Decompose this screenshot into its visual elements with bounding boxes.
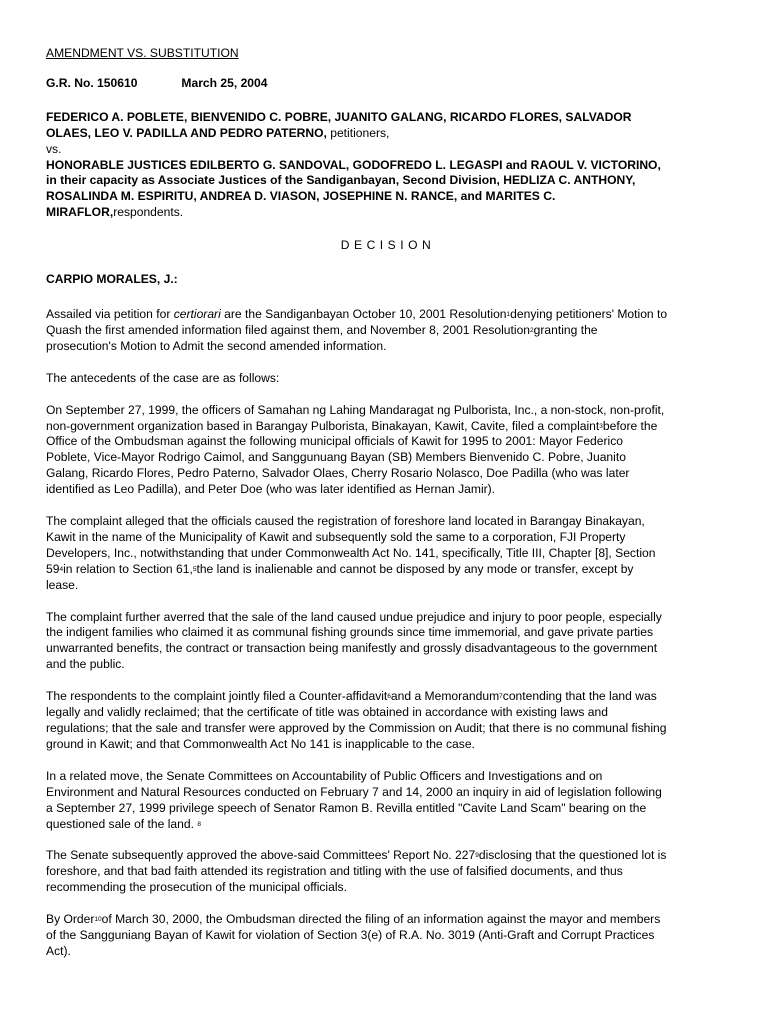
paragraph-5: The complaint further averred that the sale of the land caused undue prejudice and injury to poor people, especially the indigent families who claimed it as communal fishing grounds since time immemorial, and gave private parties unwarranted benefits, the contract or transaction being manifestly and grossly disadvantageous to the government and the public. [46,609,662,672]
document-heading: AMENDMENT VS. SUBSTITUTION [46,46,239,60]
paragraph-6: The respondents to the complaint jointly filed a Counter-affidavit$^6$and a Memorandum$^7$contending that the land was legally and validly reclaimed; that the certificate of title was obtained in accordance with existing laws and regulations; that the sale and transfer were approved by the Commission on Audit; that there is no communal fishing ground in Kawit; and that Commonwealth Act No 141 is inapplicable to the case. [46,689,667,751]
petitioners-label: petitioners, [326,125,390,140]
paragraph-4: The complaint alleged that the officials caused the registration of foreshore land located in Barangay Binakayan, Kawit in the name of the Municipality of Kawit and subsequently sold the same to a corporation, FJI Property Developers, Inc., notwithstanding that under Commonwealth Act No. 141, specifically, Title III, Chapter [8], Section 59$^4$in relation to Section 61,$^5$the land is inalienable and cannot be disposed by any mode or transfer, except by lease. [46,514,656,592]
decision-document [46,46,730,976]
footnote-ref[interactable]: 2 [530,326,534,334]
footnote-ref[interactable]: 4 [59,565,64,573]
footnote-ref[interactable]: 10 [94,916,102,924]
petitioners-line-2 [46,126,730,142]
footnote-ref[interactable]: 7 [499,693,503,701]
paragraph-7: In a related move, the Senate Committees on Accountability of Public Officers and Investigations and on Environment and Natural Resources conducted on February 7 and 14, 2000 an inquiry in aid of legislation following a September 27, 1999 privilege speech of Senator Ramon B. Revilla entitled "Cavite Land Scam" bearing on the questioned sale of the land. $^8$ [46,768,662,831]
case-parties [46,110,730,221]
versus-label: vs. [46,141,62,156]
respondents-line-2: in their capacity as Associate Justices of the Sandiganbayan, Second Division, HEDLIZA C. ANTHONY, [46,173,636,188]
paragraph-3: On September 27, 1999, the officers of Samahan ng Lahing Mandaragat ng Pulborista, Inc., a non-stock, non-profit, non-government organization based in Barangay Pulborista, Binakayan, Kawit, Cavite, filed a complaint$^3$before the Office of the Ombudsman against the following municipal officials of Kawit for 1995 to 2001: Mayor Federico Poblete, Vice-Mayor Rodrigo Caimol, and Sanggunuang Bayan (SB) Members Bienvenido C. Pobre, Juanito Galang, Ricardo Flores, Pedro Paterno, Salvador Olaes, Cherry Rosario Nolasco, Doe Padilla (who was later identified as Leo Padilla), and Peter Doe (who was later identified as Hernan Jamir). [46,402,665,497]
paragraph-1: Assailed via petition for certiorari are the Sandiganbayan October 10, 2001 Resolution$^1$denying petitioners' Motion to Quash the first amended information filed against them, and November 8, 2001 Resolution$^2$granting the prosecution's Motion to Admit the second amended information. [46,306,668,353]
respondents-label: respondents. [113,205,184,220]
footnote-ref[interactable]: 5 [192,565,197,573]
respondents-line-1: HONORABLE JUSTICES EDILBERTO G. SANDOVAL, GODOFREDO L. LEGASPI and RAOUL V. VICTORINO, [46,157,661,172]
footnote-ref[interactable]: 3 [599,422,603,430]
gr-number: G.R. No. 150610 [46,75,138,90]
paragraph-2: The antecedents of the case are as follows: [46,370,280,385]
decision-title: DECISION [340,238,436,253]
footnote-ref[interactable]: 1 [506,310,511,318]
case-number-line [46,76,730,92]
petitioners-line-1: FEDERICO A. POBLETE, BIENVENIDO C. POBRE, JUANITO GALANG, RICARDO FLORES, SALVADOR [46,109,632,124]
footnote-ref[interactable]: 6 [387,693,391,701]
respondents-names: MIRAFLOR, [46,205,114,220]
paragraph-8: The Senate subsequently approved the above-said Committees' Report No. 227$^9$disclosing that the questioned lot is foreshore, and that bad faith attended its registration and titling with the use of falsified documents, and thus recommending the prosecution of the municipal officials. [46,848,667,895]
respondents-line-4 [46,205,730,221]
petitioners-names: OLAES, LEO V. PADILLA AND PEDRO PATERNO, [46,125,327,140]
decision-date: March 25, 2004 [181,75,268,90]
paragraph-9: By Order$^{10}$of March 30, 2000, the Ombudsman directed the filing of an information against the mayor and members of the Sangguniang Bayan of Kawit for violation of Section 3(e) of R.A. No. 3019 (Anti-Graft and Corrupt Practices Act). [46,912,661,958]
footnote-ref[interactable]: 8 [197,820,201,828]
italic-term: certiorari [173,306,221,321]
ponente: CARPIO MORALES, J.: [46,272,178,287]
respondents-line-3: ROSALINDA M. ESPIRITU, ANDREA D. VIASON, JOSEPHINE N. RANCE, and MARITES C. [46,189,556,204]
footnote-ref[interactable]: 9 [475,852,479,860]
